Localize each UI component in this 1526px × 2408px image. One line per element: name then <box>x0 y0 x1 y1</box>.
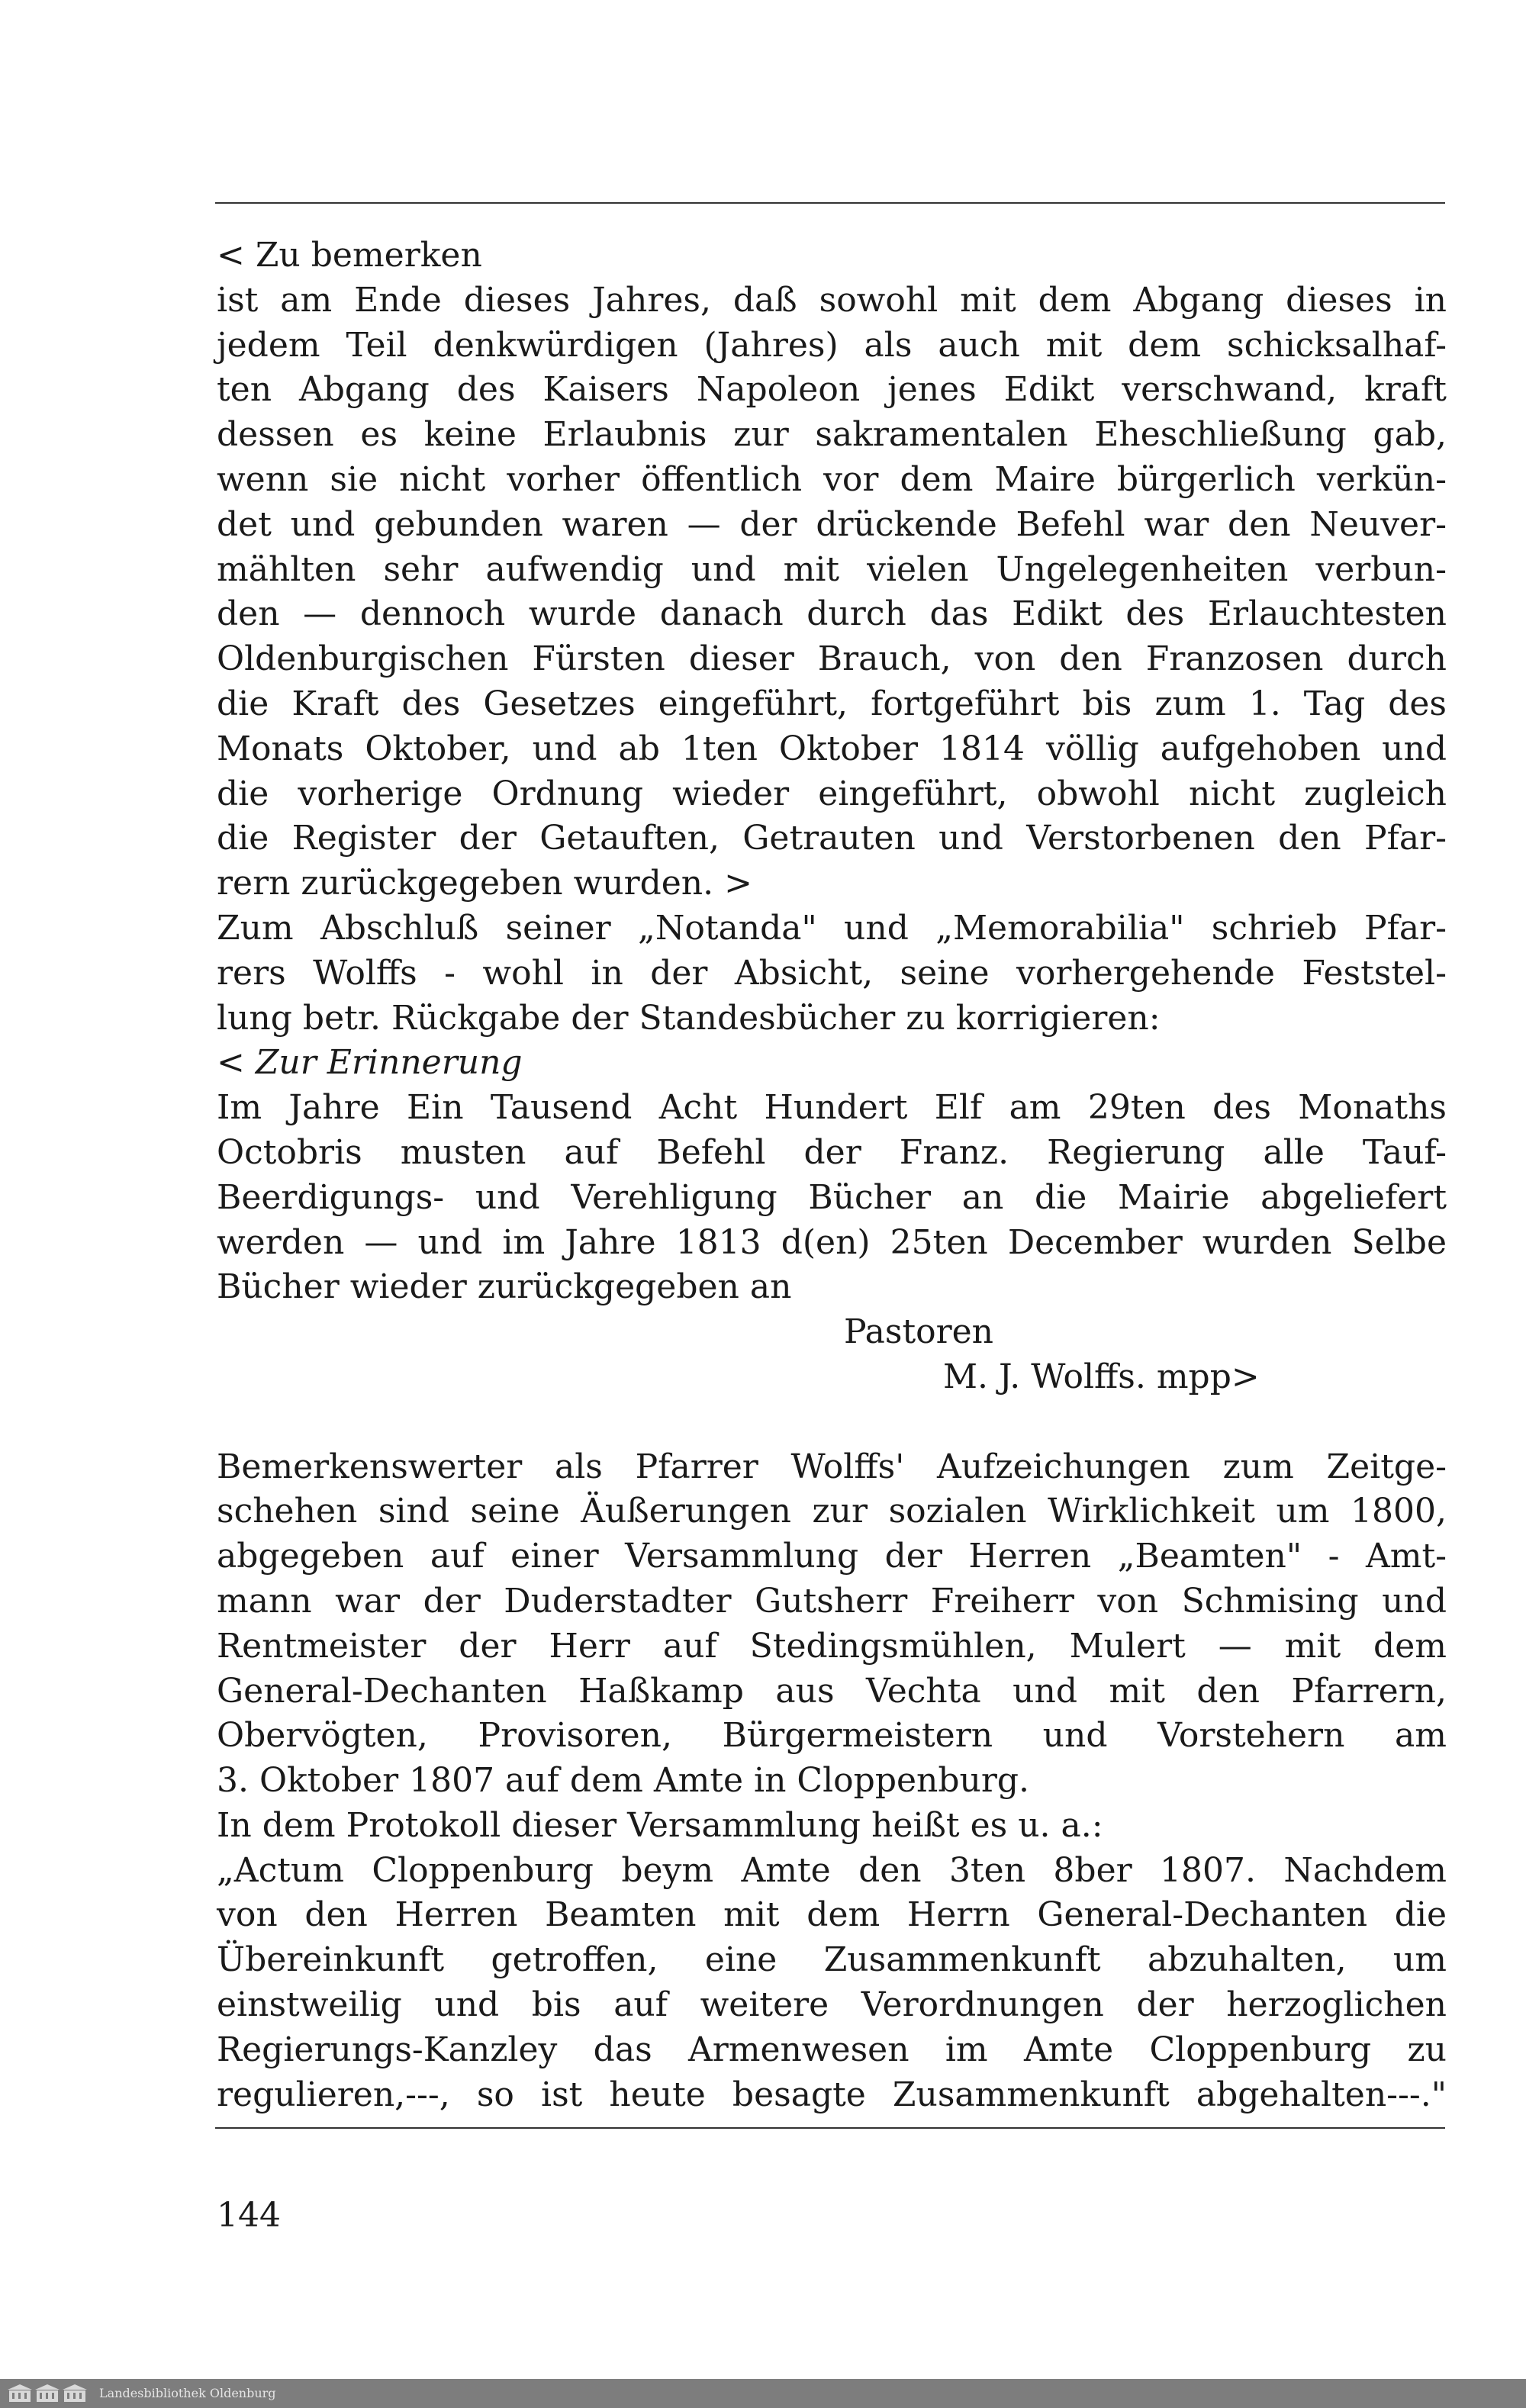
text-line: Oldenburgischen Fürsten dieser Brauch, von den Franzosen durch <box>217 639 1447 679</box>
text-line: Obervögten, Provisoren, Bürgermeistern und Vorstehern am <box>217 1716 1447 1756</box>
text-line: mann war der Duderstadter Gutsherr Freiherr von Schmising und <box>217 1581 1447 1621</box>
text-line: ist am Ende dieses Jahres, daß sowohl mit dem Abgang dieses in <box>217 280 1447 320</box>
text-line: lung betr. Rückgabe der Standesbücher zu korrigieren: <box>217 998 1161 1038</box>
text-line: 3. Oktober 1807 auf dem Amte in Cloppenburg. <box>217 1761 1030 1801</box>
text-line-italic: < Zur Erinnerung <box>217 1043 523 1083</box>
text-line: den — dennoch wurde danach durch das Edikt des Erlauchtesten <box>217 594 1447 634</box>
text-line: jedem Teil denkwürdigen (Jahres) als auch mit dem schicksalhaf- <box>217 325 1447 365</box>
text-line: Übereinkunft getroffen, eine Zusammenkunft abzuhalten, um <box>217 1940 1447 1980</box>
text-line: Beerdigungs- und Verehligung Bücher an die Mairie abgeliefert <box>217 1177 1447 1217</box>
text-line: mählten sehr aufwendig und mit vielen Ungelegenheiten verbun- <box>217 549 1447 589</box>
text-line: In dem Protokoll dieser Versammlung heißt es u. a.: <box>217 1805 1103 1845</box>
text-line: regulieren,---, so ist heute besagte Zusammenkunft abgehalten---." <box>217 2075 1447 2114</box>
library-footer-bar <box>0 2379 1526 2408</box>
text-line: „Actum Cloppenburg beym Amte den 3ten 8ber 1807. Nachdem <box>217 1850 1447 1890</box>
text-line: Im Jahre Ein Tausend Acht Hundert Elf am 29ten des Monaths <box>217 1088 1447 1128</box>
signature-name: M. J. Wolffs. mpp> <box>943 1357 1260 1396</box>
library-name: Landesbibliothek Oldenburg <box>99 2386 276 2400</box>
text-line: rers Wolffs - wohl in der Absicht, seine vorhergehende Feststel- <box>217 953 1447 993</box>
text-line: Zum Abschluß seiner „Notanda" und „Memorabilia" schrieb Pfar- <box>217 908 1447 948</box>
text-line: von den Herren Beamten mit dem Herrn General-Dechanten die <box>217 1895 1447 1935</box>
top-rule <box>215 202 1445 204</box>
paragraph-gap <box>217 1400 1447 1445</box>
text-line: Regierungs-Kanzley das Armenwesen im Amte Cloppenburg zu <box>217 2030 1447 2069</box>
text-line: wenn sie nicht vorher öffentlich vor dem Maire bürgerlich verkün- <box>217 459 1447 499</box>
text-line: Rentmeister der Herr auf Stedingsmühlen, Mulert — mit dem <box>217 1626 1447 1666</box>
text-line: Octobris musten auf Befehl der Franz. Regierung alle Tauf- <box>217 1132 1447 1172</box>
text-line: die Register der Getauften, Getrauten und Verstorbenen den Pfar- <box>217 819 1447 858</box>
bottom-rule <box>215 2127 1445 2129</box>
text-line: Bücher wieder zurückgegeben an <box>217 1267 792 1307</box>
text-line: abgegeben auf einer Versammlung der Herren „Beamten" - Amt- <box>217 1537 1447 1576</box>
text-line: Monats Oktober, und ab 1ten Oktober 1814 völlig aufgehoben und <box>217 729 1447 768</box>
text-line: die vorherige Ordnung wieder eingeführt, obwohl nicht zugleich <box>217 774 1447 813</box>
text-line: ten Abgang des Kaisers Napoleon jenes Edikt verschwand, kraft <box>217 370 1447 410</box>
text-line: schehen sind seine Äußerungen zur sozialen Wirklichkeit um 1800, <box>217 1492 1447 1531</box>
text-line: werden — und im Jahre 1813 d(en) 25ten December wurden Selbe <box>217 1222 1447 1262</box>
text-line: die Kraft des Gesetzes eingeführt, fortgeführt bis zum 1. Tag des <box>217 684 1447 723</box>
library-building-icon <box>6 2382 89 2403</box>
signature-title: Pastoren <box>844 1312 994 1352</box>
text-line: Bemerkenswerter als Pfarrer Wolffs' Aufzeichungen zum Zeitge- <box>217 1447 1447 1486</box>
text-line: rern zurückgegeben wurden. > <box>217 864 752 903</box>
text-line: General-Dechanten Haßkamp aus Vechta und mit den Pfarrern, <box>217 1671 1447 1711</box>
body-text <box>217 233 1447 2117</box>
text-line: det und gebunden waren — der drückende Befehl war den Neuver- <box>217 504 1447 544</box>
text-line: dessen es keine Erlaubnis zur sakramentalen Eheschließung gab, <box>217 415 1447 455</box>
text-line: einstweilig und bis auf weitere Verordnungen der herzoglichen <box>217 1985 1447 2025</box>
page-number: 144 <box>217 2196 281 2235</box>
text-line: < Zu bemerken <box>217 236 482 275</box>
